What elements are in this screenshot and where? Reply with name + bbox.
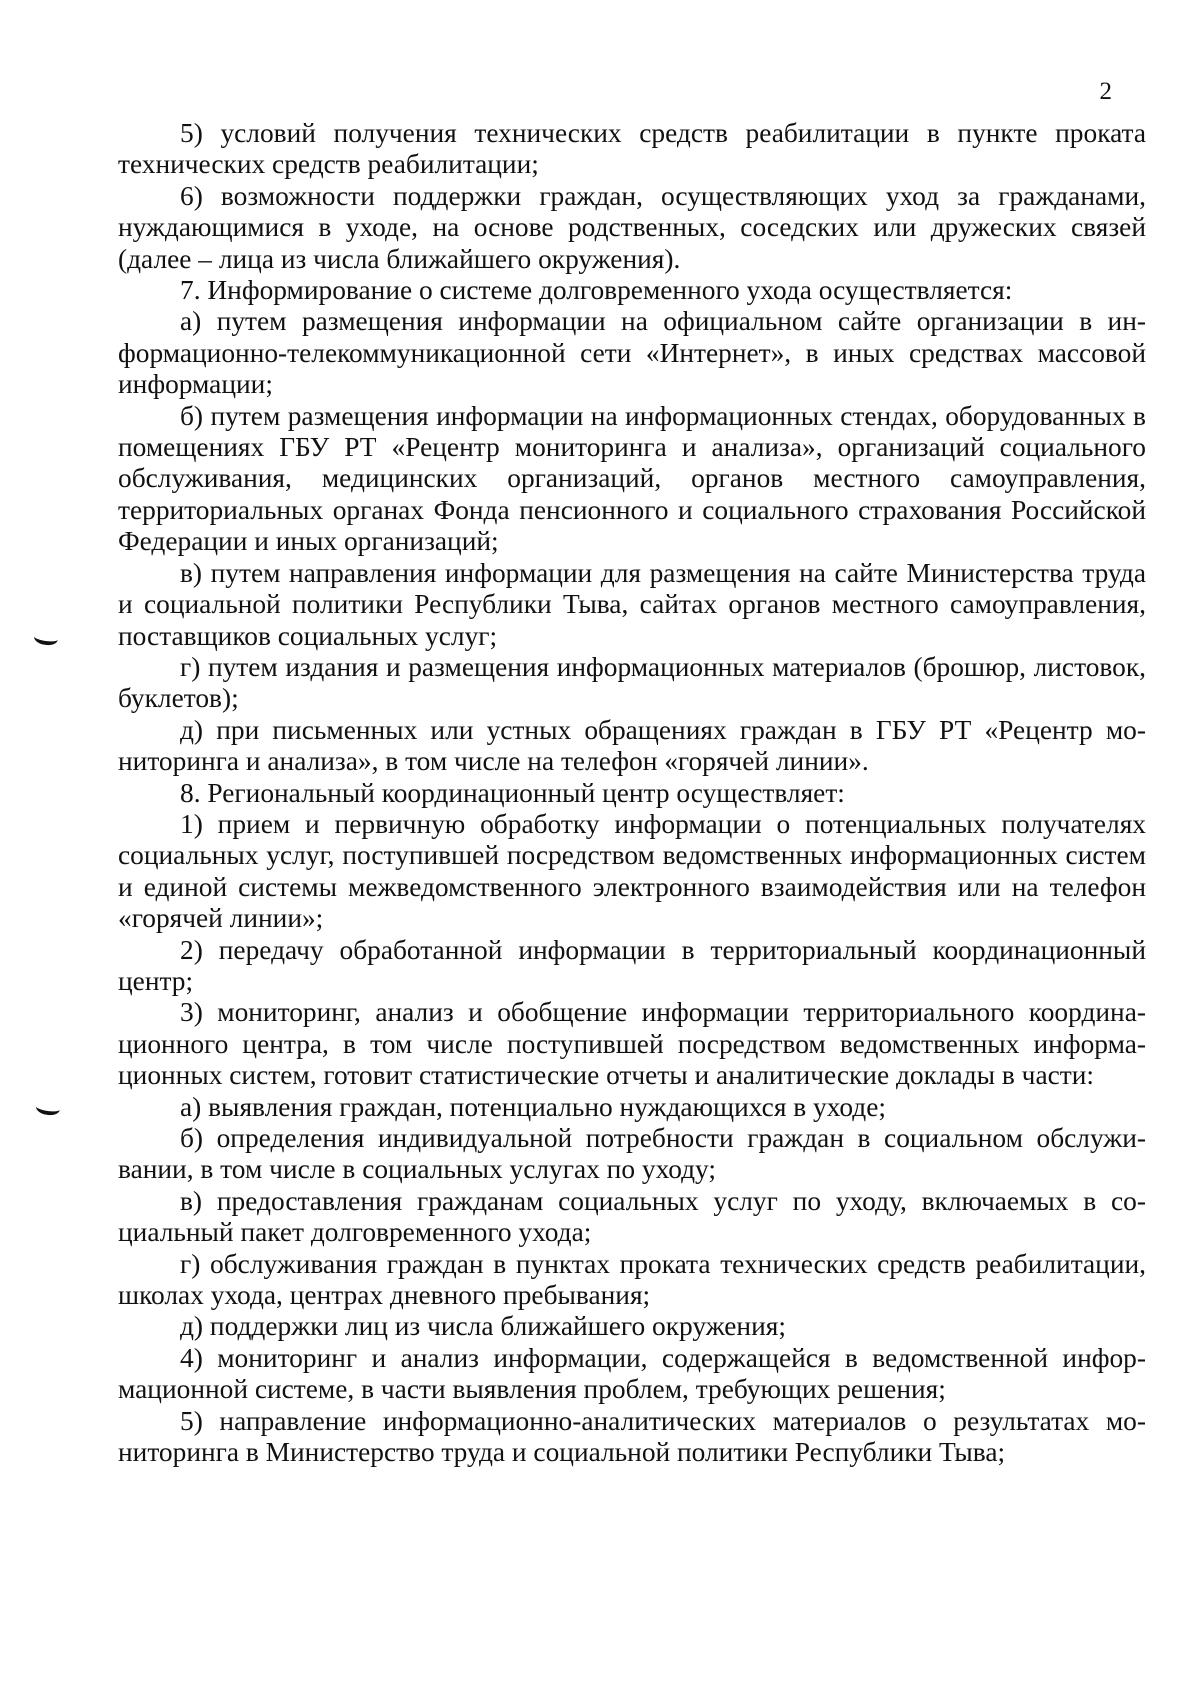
paragraph-8-3v-services: в) предоставления гражданам социальных услуг по уходу, включаемых в социальный пакет долговременного ухода; (118, 1185, 1146, 1248)
paragraph-7b-stands: б) путем размещения информации на информационных стендах, оборудованных в помещениях ГБУ РТ «Рецентр мониторинга и анализа», организаций социального обслуживания, медицинских организаций, органов местного самоуправления, территориальных органах Фонда пенсионного и социального страхования Российской Федерации и иных организаций; (118, 400, 1146, 557)
paragraph-6-close-circle-support: 6) возможности поддержки граждан, осуществляющих уход за гражданами, нуждающимися в уходе, на основе родственных, соседских или дружеских связей (далее – лица из числа ближайшего окружения). (118, 180, 1146, 274)
paragraph-5-rehab-equipment: 5) условий получения технических средств реабилитации в пункте проката технических средств реабилитации; (118, 118, 1146, 180)
paragraph-7-informing-heading: 7. Информирование о системе долговременного ухода осуществляется: (180, 275, 1013, 306)
paragraph-8-3a-identification: а) выявления граждан, потенциально нуждающихся в уходе; (180, 1091, 887, 1122)
paragraph-8-3-monitoring: 3) мониторинг, анализ и обобщение информации территориального координационного центра, в том числе поступившей посредством ведомственных информационных систем, готовит статистические отчеты и аналитические доклады в части: (118, 997, 1146, 1091)
page-number: 2 (1099, 78, 1112, 105)
paragraph-7a-website: а) путем размещения информации на официальном сайте организации в информационно-телекоммуникационной сети «Интернет», в иных средствах массовой информации; (118, 306, 1146, 400)
document-body (118, 118, 1146, 1468)
paragraph-8-regional-center-heading: 8. Региональный координационный центр осуществляет: (180, 777, 845, 808)
paragraph-7v-ministry-sites: в) путем направления информации для размещения на сайте Министерства труда и социальной политики Республики Тыва, сайтах органов местного самоуправления, поставщиков социальных услуг; (118, 557, 1146, 651)
paragraph-8-2-transfer: 2) передачу обработанной информации в территориальный координационный центр; (118, 934, 1146, 996)
scan-mark (33, 629, 59, 646)
paragraph-8-3g-rental-points: г) обслуживания граждан в пунктах проката технических средств реабилитации, школах ухода, центрах дневного пребывания; (118, 1248, 1146, 1311)
paragraph-8-4-analysis: 4) мониторинг и анализ информации, содержащейся в ведомственной информационной системе, в части выявления проблем, требующих решения; (118, 1342, 1146, 1405)
paragraph-8-5-reporting: 5) направление информационно-аналитических материалов о результатах мониторинга в Министерство труда и социальной политики Республики Тыва; (118, 1405, 1146, 1468)
paragraph-7d-citizen-requests: д) при письменных или устных обращениях граждан в ГБУ РТ «Рецентр мониторинга и анализа», в том числе на телефон «горячей линии». (118, 714, 1146, 777)
paragraph-8-3d-close-circle: д) поддержки лиц из числа ближайшего окружения; (180, 1311, 786, 1342)
paragraph-7g-printed-materials: г) путем издания и размещения информационных материалов (брошюр, листовок, буклетов); (118, 651, 1146, 714)
paragraph-8-3b-individual-need: б) определения индивидуальной потребности граждан в социальном обслуживании, в том числе в социальных услугах по уходу; (118, 1123, 1146, 1185)
scan-mark (35, 1099, 61, 1116)
paragraph-8-1-intake: 1) прием и первичную обработку информации о потенциальных получателях социальных услуг, поступившей посредством ведомственных информационных систем и единой системы межведомственного электронного взаимодействия или на телефон «горячей линии»; (118, 808, 1146, 934)
